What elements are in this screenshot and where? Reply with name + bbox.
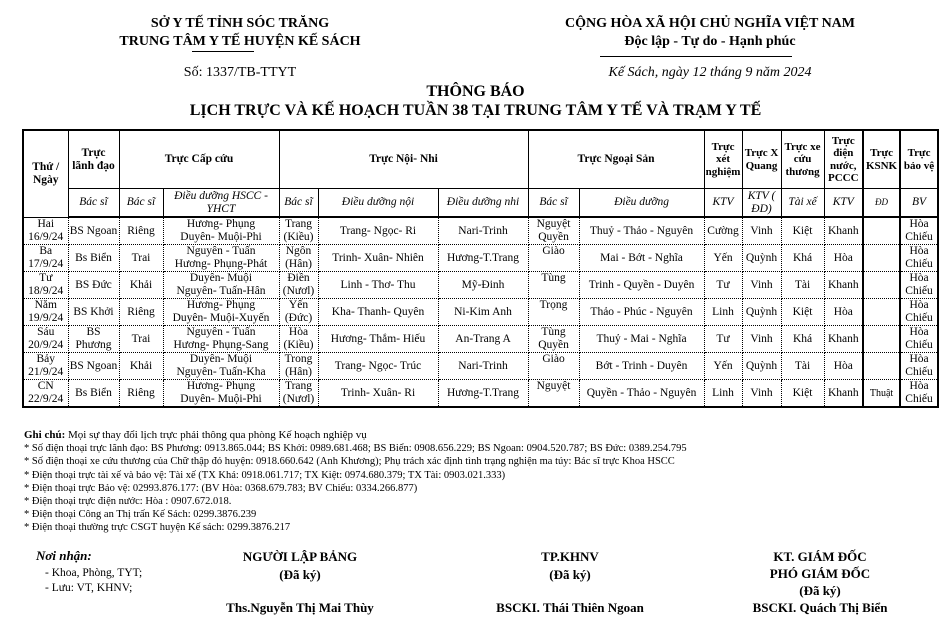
- duty-schedule-table: [22, 129, 939, 408]
- notes-intro: [24, 429, 924, 442]
- day-line2: 18/9/24: [28, 285, 64, 297]
- motto-underline: [600, 56, 792, 57]
- cell-er-doctor: Riêng: [119, 217, 163, 245]
- sub-ip-doctor: Bác sĩ: [279, 189, 318, 218]
- cell-leader: Bs Biển: [68, 380, 119, 408]
- cell-ip-nurse-pediatric: Hương-T.Trang: [438, 245, 528, 272]
- notes-intro-text: Mọi sự thay đổi lịch trực phải thông qua phòng Kế hoạch nghiệp vụ: [65, 429, 367, 441]
- country-name: CỘNG HÒA XÃ HỘI CHỦ NGHĨA VIỆT NAM: [564, 16, 855, 31]
- cell-leader: Bs Biển: [68, 245, 119, 272]
- signer-name: Ths.Nguyễn Thị Mai Thùy: [226, 600, 374, 615]
- cell-ip-doctor: [279, 380, 318, 408]
- ip-doctor-line2: (Đức): [284, 312, 313, 324]
- cell-leader: BS Khởi: [68, 299, 119, 326]
- cell-lab: Yến: [704, 245, 742, 272]
- security-line2: Chiếu: [905, 285, 933, 297]
- cell-ip-doctor: [279, 353, 318, 380]
- signed-status: (Đã ký): [549, 567, 591, 582]
- so-doctor-line1: Tùng: [541, 272, 566, 284]
- cell-day: [23, 272, 68, 299]
- notes-label: Ghi chú:: [24, 429, 66, 441]
- agency-parent: SỞ Y TẾ TỈNH SÓC TRĂNG: [150, 16, 330, 31]
- cell-day: [23, 245, 68, 272]
- recipients-list: [45, 566, 142, 596]
- so-doctor-line1: Nguyệt: [536, 380, 571, 392]
- sub-ip-nurse-internal: Điều dưỡng nội: [318, 189, 438, 218]
- table-row: [23, 217, 938, 245]
- table-header-sub-row: [23, 189, 938, 218]
- sub-ambulance: Tài xế: [781, 189, 824, 218]
- day-line2: 22/9/24: [28, 393, 64, 405]
- ip-doctor-line2: (Kiều): [283, 231, 314, 243]
- security-line1: Hòa: [909, 245, 929, 257]
- header-day: Thứ / Ngày: [23, 130, 68, 217]
- cell-ambulance: Kiệt: [781, 217, 824, 245]
- cell-utility: Hòa: [824, 299, 863, 326]
- cell-security: [900, 217, 938, 245]
- day-line1: Ba: [39, 245, 53, 257]
- note-line: * Số điện thoại trực lãnh đạo: BS Phương: 0913.865.044; BS Khởi: 0989.681.468; BS Biển: 0908.656.229; BS Ngoan: 0904.520.787; BS Đức: 0389.254.795: [24, 443, 687, 455]
- cell-ambulance: Kiệt: [781, 299, 824, 326]
- cell-so-doctor: [528, 326, 579, 353]
- header-security: Trực bảo vệ: [900, 130, 938, 189]
- header-ambulance: Trực xe cứu thương: [781, 130, 824, 189]
- cell-ip-nurse-pediatric: Mỹ-Đinh: [438, 272, 528, 299]
- security-line1: Hòa: [909, 299, 929, 311]
- note-line: * Điện thoại trực điện nước: Hòa : 0907.672.018.: [24, 496, 232, 508]
- cell-lab: Yến: [704, 353, 742, 380]
- ip-doctor-line1: Trang: [284, 218, 313, 230]
- day-line2: 17/9/24: [28, 258, 64, 270]
- cell-security: [900, 326, 938, 353]
- cell-security: [900, 353, 938, 380]
- cell-er-doctor: Riêng: [119, 299, 163, 326]
- cell-security: [900, 380, 938, 408]
- cell-ip-nurse-pediatric: Nari-Trinh: [438, 217, 528, 245]
- sub-xray: KTV ( ĐD): [742, 189, 781, 218]
- cell-leader: BS Ngoan: [68, 353, 119, 380]
- cell-ambulance: Khá: [781, 245, 824, 272]
- er-nurse-line1: Hương- Phụng: [186, 218, 256, 230]
- note-line: * Điện thoại trực Bảo vệ: 02993.876.177: (BV Hòa: 0368.679.783; BV Chiếu: 0334.266.877): [24, 482, 418, 494]
- cell-so-doctor: [528, 380, 579, 408]
- sub-so-doctor: Bác sĩ: [528, 189, 579, 218]
- er-nurse-line1: Duyên- Muội: [189, 272, 253, 284]
- ip-doctor-line1: Yến: [288, 299, 309, 311]
- note-line: * Điện thoại Công an Thị trấn Kế Sách: 0299.3876.239: [24, 509, 257, 521]
- cell-lab: Tư: [704, 272, 742, 299]
- signer-preparer: [200, 548, 400, 584]
- ip-doctor-line2: (Hân): [285, 258, 312, 270]
- cell-leader: BS Ngoan: [68, 217, 119, 245]
- cell-er-doctor: Trai: [119, 326, 163, 353]
- day-line1: Tư: [39, 272, 53, 284]
- day-line2: 16/9/24: [28, 230, 64, 243]
- cell-ip-nurse-internal: Linh - Thơ- Thu: [318, 272, 438, 299]
- cell-day: [23, 353, 68, 380]
- er-nurse-line2: Hương- Phụng-Sang: [173, 339, 269, 351]
- cell-so-nurse: Bớt - Trinh - Duyên: [579, 353, 704, 380]
- document-date: Kế Sách, ngày 12 tháng 9 năm 2024: [608, 65, 812, 80]
- cell-ip-doctor: [279, 272, 318, 299]
- security-line2: Chiếu: [905, 393, 933, 405]
- signer-title: KT. GIÁM ĐỐC: [773, 549, 867, 564]
- cell-day: [23, 217, 68, 245]
- ip-doctor-line1: Điền: [287, 272, 310, 284]
- ip-doctor-line2: (Hân): [285, 366, 312, 378]
- er-nurse-line1: Hương- Phụng: [186, 380, 256, 392]
- cell-er-doctor: Khải: [119, 353, 163, 380]
- cell-security: [900, 299, 938, 326]
- cell-day: [23, 299, 68, 326]
- sub-er-nurse: Điều dưỡng HSCC - YHCT: [163, 189, 279, 218]
- cell-xray: Vinh: [742, 380, 781, 408]
- cell-ip-doctor: [279, 245, 318, 272]
- cell-ambulance: Tài: [781, 272, 824, 299]
- cell-xray: Vinh: [742, 217, 781, 245]
- cell-ambulance: Kiệt: [781, 380, 824, 408]
- sub-security: BV: [900, 189, 938, 218]
- signer-deputy-director: [720, 548, 920, 599]
- cell-ip-nurse-internal: Kha- Thanh- Quyên: [318, 299, 438, 326]
- cell-so-nurse: Mai - Bớt - Nghĩa: [579, 245, 704, 272]
- cell-ip-nurse-internal: Hương- Thắm- Hiếu: [318, 326, 438, 353]
- ip-doctor-line2: (Nươl): [282, 285, 315, 297]
- cell-so-doctor: [528, 217, 579, 245]
- cell-utility: Hòa: [824, 353, 863, 380]
- cell-er-doctor: Trai: [119, 245, 163, 272]
- table-row: [23, 245, 938, 272]
- day-line2: 21/9/24: [28, 366, 64, 378]
- cell-ksnk: [863, 272, 900, 299]
- cell-ip-nurse-internal: Trang- Ngọc- Ri: [318, 217, 438, 245]
- cell-utility: Khanh: [824, 380, 863, 408]
- cell-security: [900, 272, 938, 299]
- cell-ip-nurse-internal: Trinh- Xuân- Ri: [318, 380, 438, 408]
- signer-subtitle: PHÓ GIÁM ĐỐC: [769, 566, 871, 581]
- ip-doctor-line2: (Kiều): [283, 339, 314, 351]
- so-doctor-line1: Trọng: [539, 299, 568, 311]
- security-line1: Hòa: [909, 326, 929, 338]
- day-line1: Hai: [37, 217, 55, 230]
- cell-so-nurse: Quyền - Thảo - Nguyên: [579, 380, 704, 408]
- security-line2: Chiếu: [905, 312, 933, 324]
- cell-lab: Tư: [704, 326, 742, 353]
- so-doctor-line1: Tùng: [541, 326, 566, 338]
- cell-er-doctor: Khải: [119, 272, 163, 299]
- cell-ip-nurse-pediatric: Ni-Kim Anh: [438, 299, 528, 326]
- cell-xray: Vinh: [742, 326, 781, 353]
- agency-name: TRUNG TÂM Y TẾ HUYỆN KẾ SÁCH: [119, 34, 361, 49]
- cell-so-nurse: Thảo - Phúc - Nguyên: [579, 299, 704, 326]
- cell-so-doctor: [528, 353, 579, 380]
- cell-xray: Quỳnh: [742, 353, 781, 380]
- signer-name: BSCKI. Thái Thiên Ngoan: [496, 600, 644, 615]
- er-nurse-line2: Duyên- Muội-Xuyến: [172, 312, 270, 324]
- er-nurse-line2: Nguyên- Tuấn-Kha: [176, 366, 266, 378]
- so-doctor-line1: Giào: [542, 353, 565, 365]
- cell-er-nurse: [163, 245, 279, 272]
- security-line1: Hòa: [909, 353, 929, 365]
- cell-ip-nurse-internal: Trinh- Xuân- Nhiên: [318, 245, 438, 272]
- recipient-item: - Lưu: VT, KHNV;: [45, 582, 133, 594]
- recipients-label: Nơi nhận:: [36, 548, 92, 563]
- security-line2: Chiếu: [905, 366, 933, 378]
- ip-doctor-line1: Trang: [284, 380, 313, 392]
- so-doctor-line1: Giào: [542, 245, 565, 257]
- cell-ip-nurse-pediatric: Nari-Trinh: [438, 353, 528, 380]
- cell-er-doctor: Riêng: [119, 380, 163, 408]
- so-doctor-line2: Quyền: [538, 339, 569, 351]
- notes-section: [24, 429, 924, 535]
- security-line1: Hòa: [909, 272, 929, 284]
- sub-ksnk: ĐD: [863, 189, 900, 218]
- cell-ip-nurse-pediatric: An-Trang A: [438, 326, 528, 353]
- table-header-group-row: [23, 130, 938, 189]
- cell-day: [23, 326, 68, 353]
- security-line2: Chiếu: [905, 231, 933, 243]
- document-number: Số: 1337/TB-TTYT: [183, 65, 297, 80]
- header-ksnk: Trực KSNK: [863, 130, 900, 189]
- cell-ksnk: [863, 299, 900, 326]
- signer-name: BSCKI. Quách Thị Biển: [752, 600, 888, 615]
- sub-lab: KTV: [704, 189, 742, 218]
- table-body: [23, 217, 938, 407]
- motto: Độc lập - Tự do - Hạnh phúc: [624, 34, 796, 49]
- cell-utility: Khanh: [824, 272, 863, 299]
- cell-ksnk: [863, 353, 900, 380]
- cell-so-nurse: Thuỷ - Thảo - Nguyên: [579, 217, 704, 245]
- cell-ip-nurse-pediatric: Hương-T.Trang: [438, 380, 528, 408]
- day-line1: Sáu: [37, 326, 55, 338]
- cell-er-nurse: [163, 299, 279, 326]
- er-nurse-line1: Nguyên - Tuấn: [186, 326, 256, 338]
- signed-status: (Đã ký): [799, 583, 841, 598]
- document-type: THÔNG BÁO: [426, 83, 525, 100]
- cell-ip-doctor: [279, 299, 318, 326]
- cell-xray: Quỳnh: [742, 245, 781, 272]
- so-doctor-line2: Quyền: [538, 231, 569, 243]
- header-lab: Trực xét nghiệm: [704, 130, 742, 189]
- national-motto: [500, 15, 920, 51]
- cell-xray: Vinh: [742, 272, 781, 299]
- cell-utility: Khanh: [824, 217, 863, 245]
- cell-so-nurse: Trinh - Quyền - Duyên: [579, 272, 704, 299]
- cell-er-nurse: [163, 326, 279, 353]
- signer-title: NGƯỜI LẬP BẢNG: [242, 549, 358, 564]
- table-row: [23, 299, 938, 326]
- ip-doctor-line1: Trong: [284, 353, 313, 365]
- ip-doctor-line1: Ngôn: [285, 245, 312, 257]
- cell-so-nurse: Thuỷ - Mai - Nghĩa: [579, 326, 704, 353]
- ip-doctor-line2: (Nươl): [282, 393, 315, 405]
- sub-er-doctor: Bác sĩ: [119, 189, 163, 218]
- signed-status: (Đã ký): [279, 567, 321, 582]
- security-line2: Chiếu: [905, 258, 933, 270]
- header-emergency: Trực Cấp cứu: [119, 130, 279, 189]
- day-line1: Bảy: [36, 353, 56, 365]
- note-line: * Điện thoại trực tài xế và bảo vệ: Tài xế (TX Khá: 0918.061.717; TX Kiệt: 0974.680.379; TX Tài: 0903.021.333): [24, 469, 506, 481]
- cell-leader: BS Phương: [68, 326, 119, 353]
- er-nurse-line2: Hương- Phụng-Phát: [174, 258, 268, 270]
- cell-lab: Linh: [704, 299, 742, 326]
- sub-utility: KTV: [824, 189, 863, 218]
- er-nurse-line1: Nguyên - Tuấn: [186, 245, 256, 257]
- cell-day: [23, 380, 68, 408]
- day-line1: CN: [37, 380, 54, 392]
- cell-ksnk: Thuật: [863, 380, 900, 408]
- table-row: [23, 380, 938, 408]
- sub-ip-nurse-pediatric: Điều dưỡng nhi: [438, 189, 528, 218]
- day-line1: Năm: [34, 299, 57, 311]
- sub-so-nurse: Điều dưỡng: [579, 189, 704, 218]
- header-utility: Trực điện nước, PCCC: [824, 130, 863, 189]
- header-surgery-obstetric: Trực Ngoại Sản: [528, 130, 704, 189]
- er-nurse-line1: Hương- Phụng: [186, 299, 256, 311]
- signer-title: TP.KHNV: [541, 549, 599, 564]
- cell-so-doctor: [528, 272, 579, 299]
- signer-department-head: [470, 548, 670, 584]
- table-row: [23, 272, 938, 299]
- cell-er-nurse: [163, 380, 279, 408]
- cell-ip-nurse-internal: Trang- Ngọc- Trúc: [318, 353, 438, 380]
- header-leader: Trực lãnh đạo: [68, 130, 119, 189]
- document-title: LỊCH TRỰC VÀ KẾ HOẠCH TUẦN 38 TẠI TRUNG TÂM Y TẾ VÀ TRẠM Y TẾ: [189, 102, 762, 119]
- cell-utility: Khanh: [824, 326, 863, 353]
- header-internal-pediatric: Trực Nội- Nhi: [279, 130, 528, 189]
- er-nurse-line2: Duyên- Muội-Phi: [180, 393, 262, 405]
- cell-er-nurse: [163, 272, 279, 299]
- cell-ksnk: [863, 245, 900, 272]
- cell-so-doctor: [528, 299, 579, 326]
- so-doctor-line1: Nguyệt: [536, 218, 571, 230]
- security-line1: Hòa: [909, 380, 929, 392]
- security-line2: Chiếu: [905, 339, 933, 351]
- recipient-item: - Khoa, Phòng, TYT;: [45, 567, 143, 579]
- day-line2: 20/9/24: [28, 339, 64, 351]
- cell-ip-doctor: [279, 326, 318, 353]
- er-nurse-line1: Duyên- Muội: [189, 353, 253, 365]
- cell-ambulance: Khá: [781, 326, 824, 353]
- day-line2: 19/9/24: [28, 312, 64, 324]
- agency-underline: [192, 51, 254, 52]
- cell-xray: Quỳnh: [742, 299, 781, 326]
- note-line: * Điện thoại thường trực CSGT huyện Kế sách: 0299.3876.217: [24, 522, 291, 534]
- cell-utility: Hòa: [824, 245, 863, 272]
- ip-doctor-line1: Hòa: [288, 326, 309, 338]
- cell-ksnk: [863, 326, 900, 353]
- table-row: [23, 353, 938, 380]
- cell-lab: Cường: [704, 217, 742, 245]
- cell-ksnk: [863, 217, 900, 245]
- cell-er-nurse: [163, 353, 279, 380]
- cell-so-doctor: [528, 245, 579, 272]
- er-nurse-line2: Duyên- Muội-Phi: [180, 231, 262, 243]
- sub-leader-doctor: Bác sĩ: [68, 189, 119, 218]
- cell-lab: Linh: [704, 380, 742, 408]
- security-line1: Hòa: [909, 218, 929, 230]
- issuing-agency: [80, 15, 400, 51]
- er-nurse-line2: Nguyên- Tuấn-Hân: [176, 285, 266, 297]
- cell-ambulance: Tài: [781, 353, 824, 380]
- table-row: [23, 326, 938, 353]
- cell-er-nurse: [163, 217, 279, 245]
- header-xray: Trực X Quang: [742, 130, 781, 189]
- cell-leader: BS Đức: [68, 272, 119, 299]
- note-line: * Số điện thoại xe cứu thương của Chữ thập đỏ huyện: 0918.660.642 (Anh Khương); Phụ trách xác định tình trạng nghiện ma túy: Bác sĩ trực Khoa HSCC: [24, 456, 675, 468]
- cell-ip-doctor: [279, 217, 318, 245]
- cell-security: [900, 245, 938, 272]
